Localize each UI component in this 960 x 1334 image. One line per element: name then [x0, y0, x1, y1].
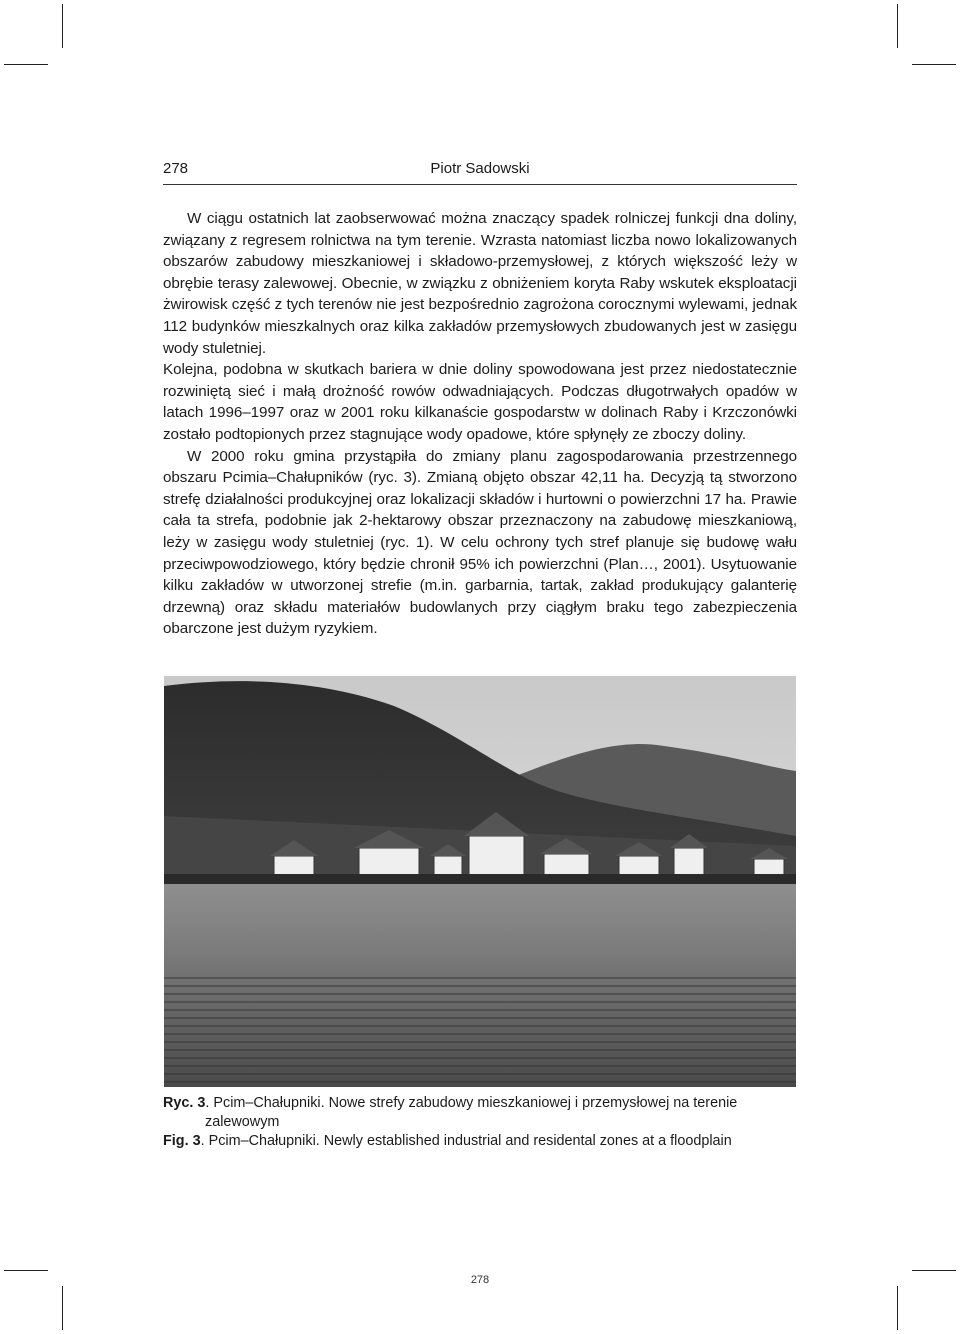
- caption-label: Fig. 3: [163, 1133, 201, 1149]
- crop-mark: [4, 1270, 48, 1271]
- footer-page-number: 278: [470, 1274, 490, 1286]
- caption-label: Ryc. 3: [163, 1095, 206, 1111]
- landscape-photo: [164, 676, 796, 1087]
- crop-mark: [4, 64, 48, 65]
- figure-captions: [163, 1094, 797, 1151]
- crop-mark: [897, 4, 898, 48]
- crop-mark: [912, 1270, 956, 1271]
- body-text: [163, 208, 797, 640]
- paragraph: W 2000 roku gmina przystąpiła do zmiany planu zagospodarowania przestrzennego obszaru Pcimia–Chałupników (ryc. 3). Zmianą objęto obszar 42,11 ha. Decyzją tą stworzono strefę działalności produkcyjnej oraz lokalizacji składów i hurtowni o powierzchni 17 ha. Prawie cała ta strefa, podobnie jak 2-hektarowy obszar przeznaczony na zabudowę mieszkaniową, leży w zasięgu wody stuletniej (ryc. 1). W celu ochrony tych stref planuje się budowę wału przeciwpowodziowego, który będzie chronił 95% ich powierzchni (Plan…, 2001). Usytuowanie kilku zakładów w utworzonej strefie (m.in. garbarnia, tartak, zakład produkujący galanterię drzewną) oraz składu materiałów budowlanych przy ciągłym braku tego zabezpieczenia obarczone jest dużym ryzykiem.: [163, 447, 797, 638]
- caption-text: . Pcim–Chałupniki. Nowe strefy zabudowy mieszkaniowej i przemysłowej na terenie zalewowym: [205, 1095, 738, 1130]
- figure-photo: [164, 676, 796, 1087]
- page-number: 278: [163, 160, 189, 177]
- crop-mark: [912, 64, 956, 65]
- figure-caption-pl: [163, 1094, 797, 1132]
- paragraph: W ciągu ostatnich lat zaobserwować można znaczący spadek rolniczej funkcji dna doliny, związany z regresem rolnictwa na tym terenie. Wzrasta natomiast liczba nowo lokalizowanych obszarów zabudowy mieszkaniowej i składowo-przemysłowej, z których większość leży w obrębie terasy zalewowej. Obecnie, w związku z obniżeniem koryta Raby wskutek eksploatacji żwirowisk część z tych terenów nie jest bezpośrednio zagrożona corocznymi wylewami, jednak 112 budynków mieszkalnych oraz kilka zakładów przemysłowych zbudowanych jest w zasięgu wody stuletniej.: [163, 210, 797, 357]
- crop-mark: [62, 4, 63, 48]
- running-author: Piotr Sadowski: [430, 160, 530, 177]
- crop-mark: [62, 1286, 63, 1330]
- caption-text: . Pcim–Chałupniki. Newly established industrial and residental zones at a floodplain: [200, 1133, 732, 1149]
- crop-mark: [897, 1286, 898, 1330]
- paragraph: Kolejna, podobna w skutkach bariera w dnie doliny spowodowana jest przez niedostatecznie rozwiniętą sieć i małą drożność rowów odwadniających. Podczas długotrwałych opadów w latach 1996–1997 oraz w 2001 roku kilkanaście gospodarstw w dolinach Raby i Krzczonówki zostało podtopionych przez stagnujące wody opadowe, które spłynęły ze zboczy doliny.: [163, 361, 797, 443]
- running-header: [163, 158, 797, 185]
- figure-caption-en: [163, 1132, 797, 1151]
